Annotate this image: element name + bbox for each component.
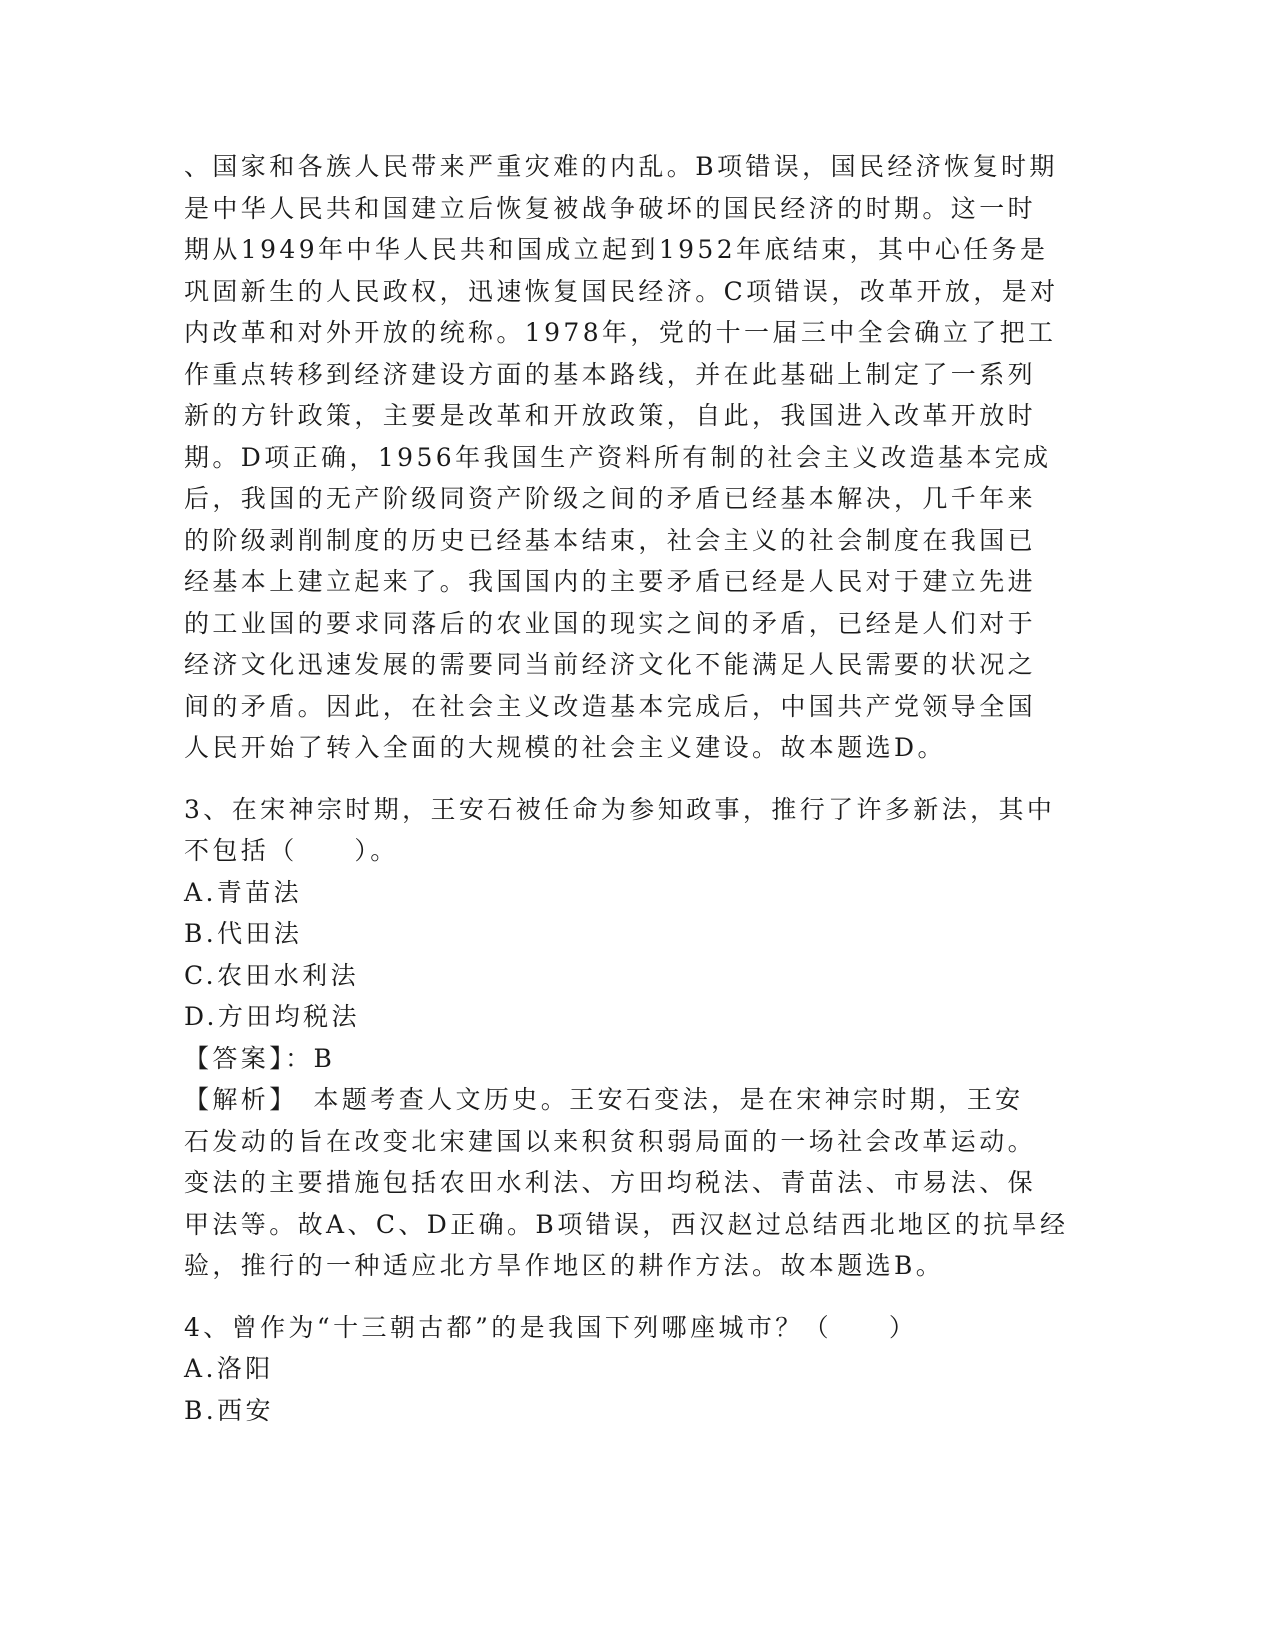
document-page (184, 146, 1084, 1431)
text-line: 期从1949年中华人民共和国成立起到1952年底结束，其中心任务是 (184, 235, 1049, 264)
text-line: 经济文化迅速发展的需要同当前经济文化不能满足人民需要的状况之 (184, 650, 1037, 679)
analysis-line: 【解析】 本题考查人文历史。王安石变法，是在宋神宗时期，王安 (184, 1085, 1024, 1114)
text-line: 作重点转移到经济建设方面的基本路线，并在此基础上制定了一系列 (184, 359, 1037, 389)
question-stem: 不包括（ ）。 (184, 836, 399, 865)
explanation-continued (184, 146, 1084, 769)
text-line: 新的方针政策，主要是改革和开放政策，自此，我国进入改革开放时 (184, 401, 1037, 430)
option-a: A.洛阳 (184, 1354, 274, 1383)
text-line: 的阶级剥削制度的历史已经基本结束，社会主义的社会制度在我国已 (184, 525, 1037, 555)
text-line: 后，我国的无产阶级同资产阶级之间的矛盾已经基本解决，几千年来 (184, 484, 1037, 513)
option-c: C.农田水利法 (184, 960, 359, 990)
option-b: B.西安 (184, 1395, 274, 1425)
text-line: 内改革和对外开放的统称。1978年，党的十一届三中全会确立了把工 (184, 318, 1057, 347)
analysis-line: 验，推行的一种适应北方旱作地区的耕作方法。故本题选B。 (184, 1251, 945, 1280)
analysis-line: 石发动的旨在改变北宋建国以来积贫积弱局面的一场社会改革运动。 (184, 1126, 1037, 1156)
question-stem: 4、曾作为“十三朝古都”的是我国下列哪座城市？（ ） (184, 1312, 918, 1342)
option-a: A.青苗法 (184, 877, 303, 907)
option-d: D.方田均税法 (184, 1002, 360, 1031)
question-4 (184, 1307, 1084, 1432)
analysis-line: 甲法等。故A、C、D正确。B项错误，西汉赵过总结西北地区的抗旱经 (184, 1209, 1069, 1239)
option-b: B.代田法 (184, 919, 303, 948)
text-line: 经基本上建立起来了。我国国内的主要矛盾已经是人民对于建立先进 (184, 567, 1037, 596)
question-stem: 3、在宋神宗时期，王安石被任命为参知政事，推行了许多新法，其中 (184, 794, 1056, 824)
text-line: 、国家和各族人民带来严重灾难的内乱。B项错误，国民经济恢复时期 (184, 152, 1058, 181)
text-line: 的工业国的要求同落后的农业国的现实之间的矛盾，已经是人们对于 (184, 608, 1037, 638)
text-line: 巩固新生的人民政权，迅速恢复国民经济。C项错误，改革开放，是对 (184, 276, 1059, 306)
answer-line: 【答案】：B (184, 1043, 336, 1073)
text-line: 间的矛盾。因此，在社会主义改造基本完成后，中国共产党领导全国 (184, 691, 1037, 721)
text-line: 期。D项正确，1956年我国生产资料所有制的社会主义改造基本完成 (184, 442, 1052, 472)
analysis-line: 变法的主要措施包括农田水利法、方田均税法、青苗法、市易法、保 (184, 1168, 1037, 1197)
question-3 (184, 789, 1084, 1287)
text-line: 是中华人民共和国建立后恢复被战争破坏的国民经济的时期。这一时 (184, 193, 1037, 223)
text-line: 人民开始了转入全面的大规模的社会主义建设。故本题选D。 (184, 733, 946, 762)
